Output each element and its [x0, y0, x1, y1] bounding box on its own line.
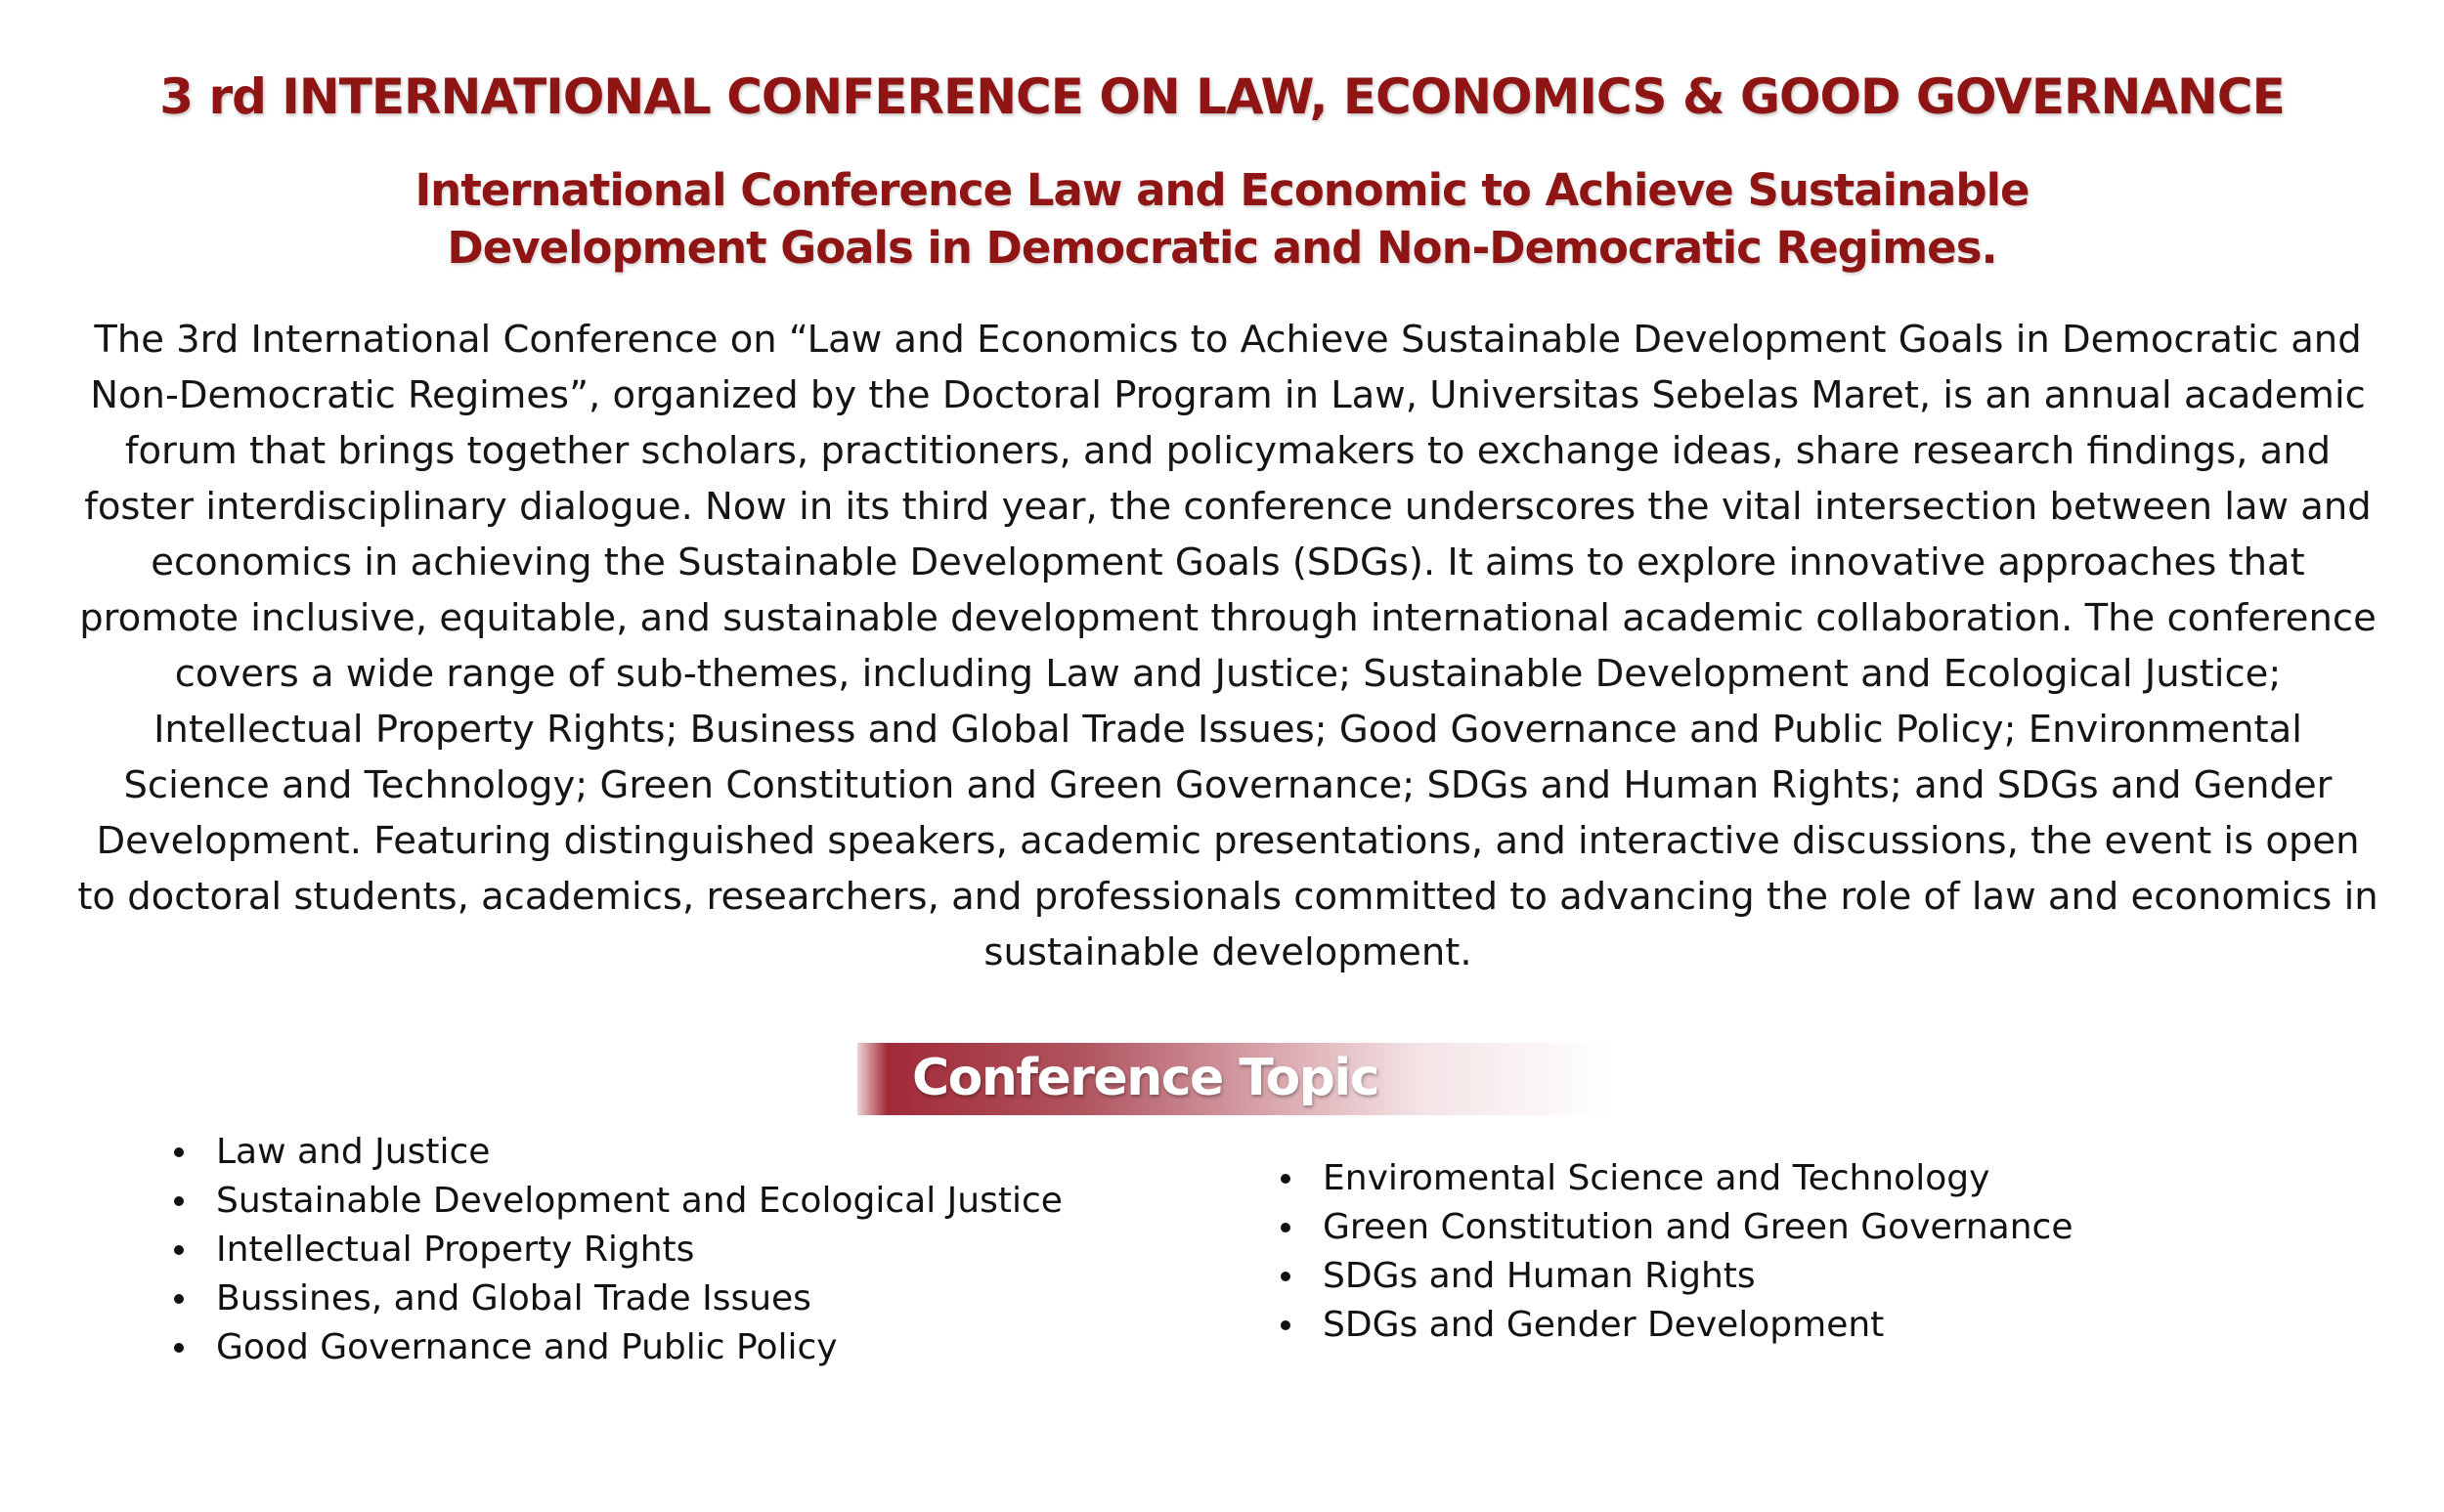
conference-title: 3 rd INTERNATIONAL CONFERENCE ON LAW, ECONOMICS & GOOD GOVERNANCE — [159, 67, 2285, 125]
topics-list-right — [1287, 1154, 2264, 1350]
topic-item: SDGs and Gender Development — [1287, 1301, 2264, 1350]
topics-heading: Conference Topic — [912, 1049, 1379, 1107]
topic-item: Enviromental Science and Technology — [1287, 1154, 2264, 1203]
topics-list-left — [180, 1128, 1114, 1372]
topic-item: Good Governance and Public Policy — [180, 1323, 1114, 1372]
topics-banner — [857, 1043, 1611, 1115]
conference-subtitle: International Conference Law and Economic to Achieve Sustainable Development Goals in Democratic and Non-Democratic Regimes. — [415, 164, 2029, 275]
topic-item: Law and Justice — [180, 1128, 1114, 1177]
topic-item: Green Constitution and Green Governance — [1287, 1203, 2264, 1252]
topic-item: Intellectual Property Rights — [180, 1226, 1114, 1274]
conference-description: The 3rd International Conference on “Law and Economics to Achieve Sustainable Development Goals in Democratic and Non-Democratic Regimes”, organized by the Doctoral Program in Law, Universitas Sebelas Maret, is an annual academic forum that brings together scholars, practitioners, and policymakers to exchange ideas, share research findings, and foster interdisciplinary dialogue. Now in its third year, the conference underscores the vital intersection between law and economics in achieving the Sustainable Development Goals (SDGs). It aims to explore innovative approaches that promote inclusive, equitable, and sustainable development through international academic collaboration. The conference covers a wide range of sub-themes, including Law and Justice; Sustainable Development and Ecological Justice; Intellectual Property Rights; Business and Global Trade Issues; Good Governance and Public Policy; Environmental Science and Technology; Green Constitution and Green Governance; SDGs and Human Rights; and SDGs and Gender Development. Featuring distinguished speakers, academic presentations, and interactive discussions, the event is open to doctoral students, academics, researchers, and professionals committed to advancing the role of law and economics in sustainable development. — [77, 317, 2379, 974]
topic-item: Sustainable Development and Ecological Justice — [180, 1177, 1114, 1226]
topic-item: SDGs and Human Rights — [1287, 1252, 2264, 1301]
topic-item: Bussines, and Global Trade Issues — [180, 1274, 1114, 1323]
